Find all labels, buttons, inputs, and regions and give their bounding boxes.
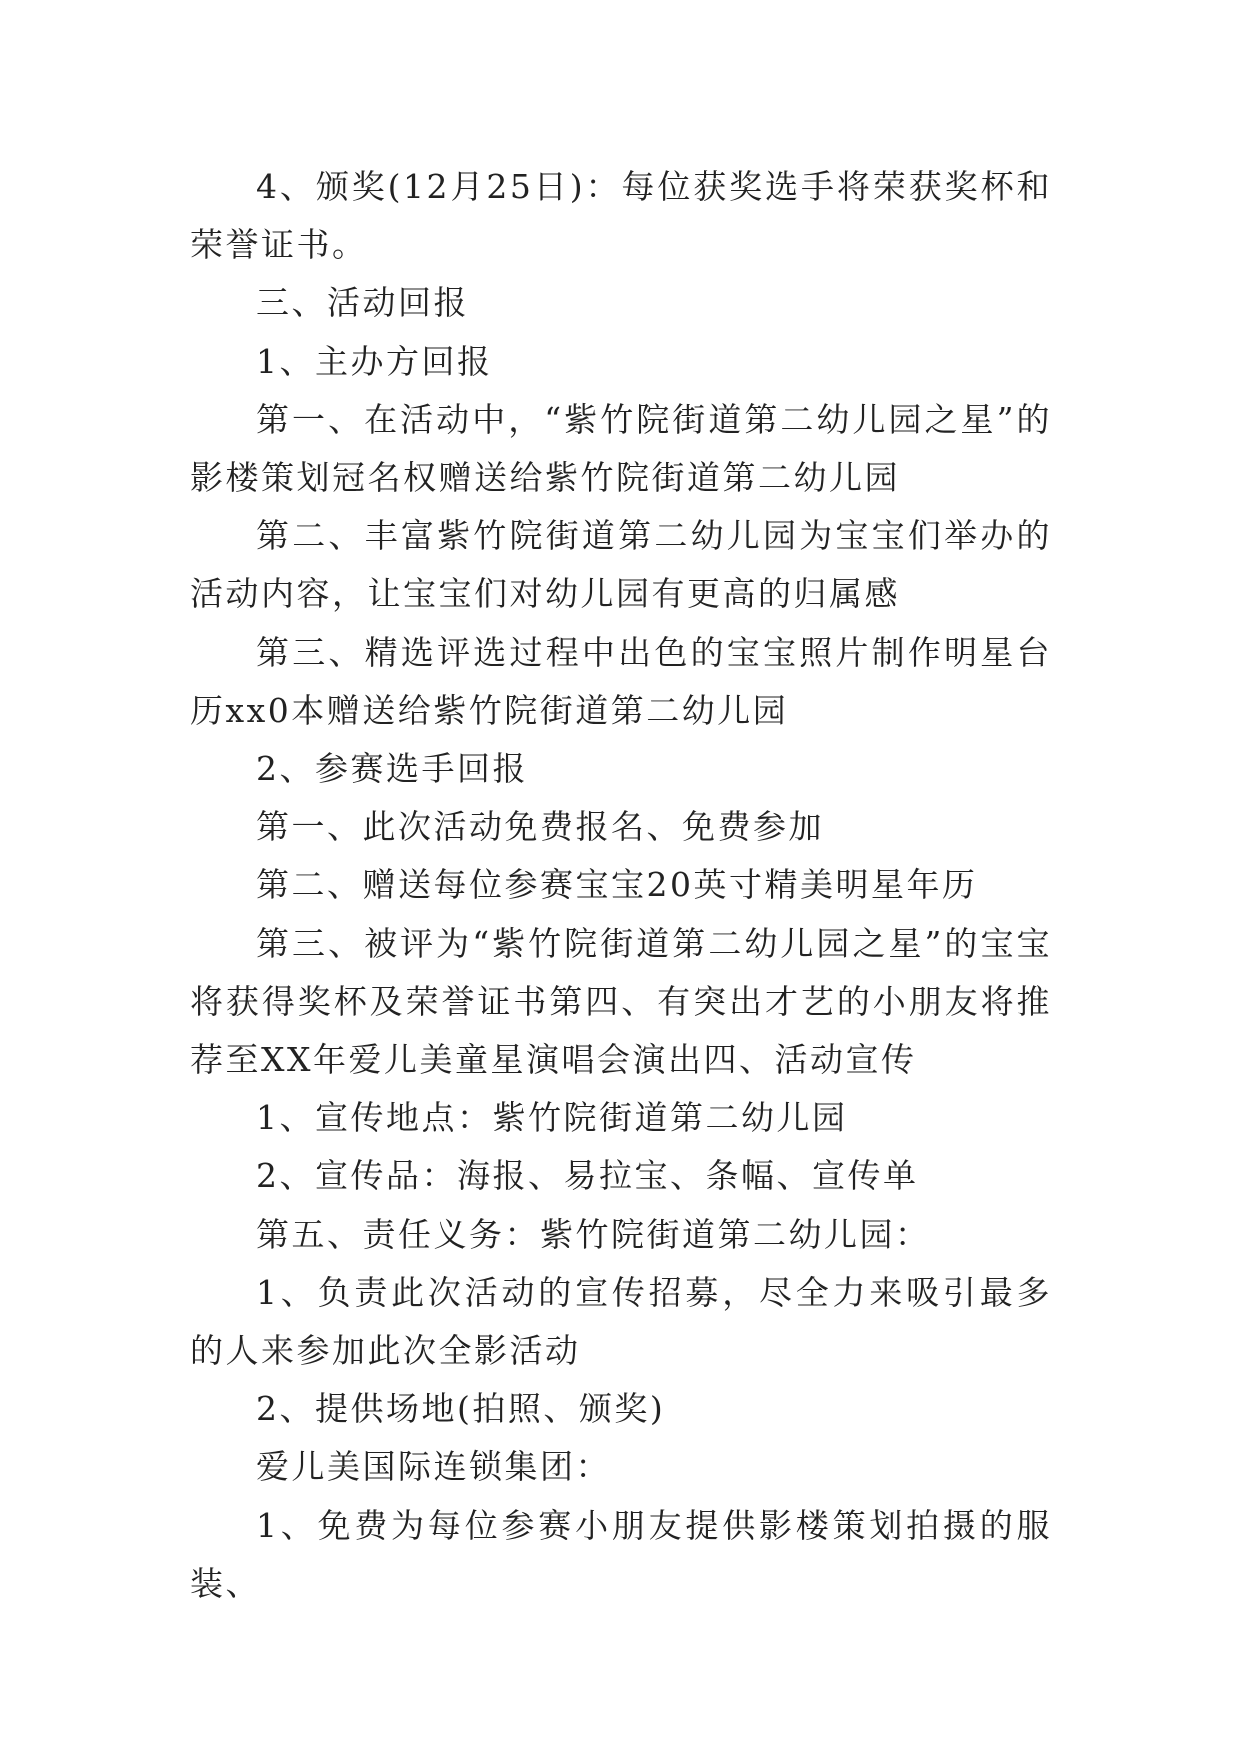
subheading-organizer-returns: 1、主办方回报 bbox=[256, 341, 493, 381]
paragraph-promotion-location: 1、宣传地点：紫竹院街道第二幼儿园 bbox=[256, 1098, 848, 1138]
document-body bbox=[190, 158, 1052, 1613]
paragraph-award-ceremony: 4、颁奖(12月25日)：每位获奖选手将荣获奖杯和荣誉证书。 bbox=[190, 167, 1052, 265]
paragraph-group-responsibility-1: 1、免费为每位参赛小朋友提供影楼策划拍摄的服装、 bbox=[190, 1505, 1052, 1603]
paragraph-organizer-return-2: 第二、丰富紫竹院街道第二幼儿园为宝宝们举办的活动内容，让宝宝们对幼儿园有更高的归属感 bbox=[190, 516, 1052, 614]
paragraph-responsibility-1: 1、负责此次活动的宣传招募，尽全力来吸引最多的人来参加此次全影活动 bbox=[190, 1272, 1052, 1371]
paragraph-group-heading: 爱儿美国际连锁集团： bbox=[256, 1447, 611, 1487]
paragraph-participant-return-1: 第一、此次活动免费报名、免费参加 bbox=[256, 807, 824, 847]
paragraph-responsibility-2: 2、提供场地(拍照、颁奖) bbox=[256, 1389, 666, 1429]
paragraph-participant-return-3: 第三、被评为“紫竹院街道第二幼儿园之星”的宝宝将获得奖杯及荣誉证书第四、有突出才艺的小朋友将推荐至XX年爱儿美童星演唱会演出四、活动宣传 bbox=[190, 923, 1052, 1080]
subheading-participant-returns: 2、参赛选手回报 bbox=[256, 749, 528, 789]
paragraph-organizer-return-1: 第一、在活动中，“紫竹院街道第二幼儿园之星”的影楼策划冠名权赠送给紫竹院街道第二幼儿园 bbox=[190, 399, 1052, 498]
paragraph-responsibilities: 第五、责任义务：紫竹院街道第二幼儿园： bbox=[256, 1214, 931, 1254]
heading-activity-returns: 三、活动回报 bbox=[256, 283, 469, 323]
paragraph-promotion-materials: 2、宣传品：海报、易拉宝、条幅、宣传单 bbox=[256, 1156, 919, 1196]
paragraph-participant-return-2: 第二、赠送每位参赛宝宝20英寸精美明星年历 bbox=[256, 865, 978, 905]
paragraph-organizer-return-3: 第三、精选评选过程中出色的宝宝照片制作明星台历xx0本赠送给紫竹院街道第二幼儿园 bbox=[190, 632, 1052, 730]
